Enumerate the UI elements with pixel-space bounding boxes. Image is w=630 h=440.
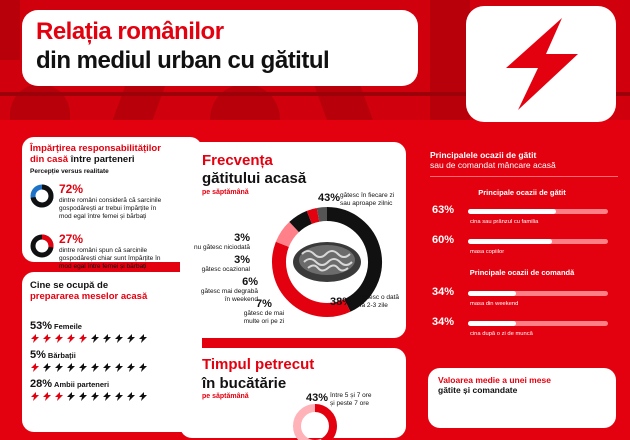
who-cooks-title [30, 280, 194, 302]
bolt-logo-icon [466, 6, 616, 122]
frequency-segment [294, 217, 309, 227]
frequency-text: gătesc o dată [360, 294, 400, 301]
hero-deco-shape [10, 84, 70, 120]
donut-chart-icon [30, 234, 54, 258]
stat-row [30, 233, 194, 271]
who-cooks-card [22, 272, 202, 432]
time-text: între 5 și 7 ore [330, 392, 372, 399]
frequency-segment [309, 215, 318, 218]
frequency-text-block [360, 294, 405, 309]
occasion-bar-fill [468, 239, 552, 244]
who-cooks-percent: 53% [30, 320, 53, 332]
time-title-line1: Timpul petrecut [202, 356, 315, 373]
occasion-note: masa copiilor [470, 249, 505, 255]
frequency-percent: 7% [256, 298, 272, 310]
bolt-icon [54, 363, 64, 372]
occasion-bar-track [468, 239, 608, 244]
who-cooks-label [30, 349, 194, 361]
bolt-icon [78, 334, 88, 343]
time-card [180, 348, 406, 438]
frequency-text: la 2-3 zile [360, 301, 388, 309]
who-cooks-percent: 5% [30, 349, 46, 361]
frequency-text: gătesc mai degrabă [200, 288, 258, 295]
responsibility-title-line1: Împărțirea responsabilităților [30, 143, 161, 154]
meal-value-title-line1: Valoarea medie a unei mese [438, 375, 551, 385]
bolt-icon [30, 392, 40, 401]
occasion-bar-track [468, 291, 608, 296]
meal-value-card [428, 368, 616, 428]
frequency-percent: 38% [330, 296, 353, 308]
frequency-text: sau aproape zilnic [340, 199, 393, 207]
occasions-title-line2: sau de comandat mâncare acasă [430, 160, 556, 170]
responsibility-card [22, 137, 202, 270]
occasion-percent: 34% [432, 316, 455, 328]
occasion-percent: 60% [432, 234, 455, 246]
occasion-bar-fill [468, 291, 516, 296]
stat-percent: 27% [59, 232, 84, 246]
bolt-icon [30, 363, 40, 372]
frequency-card [180, 142, 406, 338]
frequency-segment [318, 214, 327, 215]
meal-value-title [438, 375, 606, 395]
bolt-icon [42, 334, 52, 343]
stat-text-block [59, 233, 161, 271]
occasions-title-line1: Principalele ocazii de gătit [430, 150, 537, 160]
time-percent: 43% [306, 392, 329, 404]
bolt-icon [78, 392, 88, 401]
title-card [22, 10, 418, 86]
stat-percent: 72% [59, 182, 84, 196]
bolt-icon [102, 392, 112, 401]
bolt-icon [102, 334, 112, 343]
bolt-icon [114, 363, 124, 372]
bolt-icon [30, 334, 40, 343]
bolt-icon [138, 392, 148, 401]
meal-value-title-line2: gătite și comandate [438, 385, 518, 395]
stat-text [59, 197, 161, 221]
occasion-bar-track [468, 209, 608, 214]
stat-text-line: gospodărești chiar sunt împărțite în [59, 255, 161, 262]
responsibility-subtitle: Percepție versus realitate [30, 168, 109, 175]
donut-chart-icon [30, 184, 54, 208]
hero-deco-shape [0, 0, 20, 60]
bolt-icon [54, 334, 64, 343]
bolt-icon [90, 334, 100, 343]
frequency-label [188, 276, 258, 303]
bolt-icon [126, 334, 136, 343]
occasions-divider [430, 176, 618, 177]
frequency-percent: 3% [234, 254, 250, 266]
frequency-percent: 6% [242, 276, 258, 288]
who-cooks-percent: 28% [30, 378, 53, 390]
who-cooks-name: Ambii parteneri [54, 380, 110, 389]
frequency-subtitle: pe săptămână [202, 189, 249, 196]
bolt-rating-row [30, 363, 194, 372]
bolt-icon [90, 392, 100, 401]
occasion-percent: 63% [432, 204, 455, 216]
who-cooks-row [30, 378, 194, 401]
stat-text-block [59, 183, 161, 221]
occasion-bar-fill [468, 321, 516, 326]
frequency-segment [282, 227, 294, 244]
bolt-icon [126, 363, 136, 372]
stat-text [59, 247, 161, 271]
frequency-label [184, 232, 250, 252]
bolt-icon [54, 392, 64, 401]
occasion-bar-fill [468, 209, 556, 214]
stat-row [30, 183, 194, 221]
bolt-rating-row [30, 392, 194, 401]
frequency-text: multe ori pe zi [243, 317, 285, 325]
stat-text-line: dintre români spun că sarcinile [59, 247, 148, 254]
responsibility-title-rest: între parteneri [68, 154, 135, 165]
bolt-icon [126, 392, 136, 401]
stat-text-line: dintre români consideră că sarcinile [59, 197, 162, 204]
frequency-donut-chart [252, 199, 402, 352]
bolt-icon [138, 334, 148, 343]
bolt-icon [66, 392, 76, 401]
who-cooks-label [30, 320, 194, 332]
frequency-label [188, 254, 250, 274]
frequency-title-line2: gătitului acasă [202, 170, 307, 187]
who-cooks-name: Femeile [54, 322, 82, 331]
page-title-line1: Relația românilor [36, 18, 224, 45]
occasion-note: cina după o zi de muncă [470, 331, 533, 337]
time-title-line2: în bucătărie [202, 375, 287, 392]
frequency-text: nu gătesc niciodată [193, 244, 250, 251]
who-cooks-name: Bărbații [47, 351, 76, 360]
bolt-rating-row [30, 334, 194, 343]
bolt-icon [114, 334, 124, 343]
occasion-note: masa din weekend [470, 301, 519, 307]
hero-deco-shape [210, 84, 280, 120]
responsibility-title-red: din casă [30, 154, 69, 165]
who-cooks-row [30, 320, 194, 343]
frequency-text: gătesc în fiecare zi [340, 192, 395, 199]
hero-deco-shape [313, 82, 373, 120]
frequency-text: în weekend [224, 295, 258, 303]
stat-text-line: gospodărești ar trebui împărțite în [59, 205, 157, 212]
bolt-icon [138, 363, 148, 372]
frequency-percent: 43% [318, 192, 341, 204]
order-occasions-title: Principale ocazii de comandă [469, 268, 575, 277]
frequency-text: gătesc de mai [243, 310, 285, 317]
bolt-icon [42, 392, 52, 401]
stat-text-line: mod egal între femei și bărbați [59, 213, 147, 220]
who-cooks-row [30, 349, 194, 372]
bolt-icon [114, 392, 124, 401]
who-cooks-title-line1: Cine se ocupă de [30, 280, 109, 291]
frequency-title-line1: Frecvența [202, 152, 273, 169]
hero-deco-shape [113, 80, 168, 120]
bolt-icon [66, 334, 76, 343]
frequency-label [318, 192, 400, 207]
occasions-header [430, 150, 618, 170]
who-cooks-title-line2: prepararea meselor acasă [30, 291, 148, 302]
responsibility-title [30, 143, 194, 165]
bolt-icon [78, 363, 88, 372]
bolt-icon [42, 363, 52, 372]
time-label [306, 392, 402, 407]
cook-occasions-title: Principale ocazii de gătit [478, 188, 566, 197]
bolt-icon [102, 363, 112, 372]
bolt-icon [66, 363, 76, 372]
occasion-percent: 34% [432, 286, 455, 298]
hero-deco-shape [430, 0, 470, 120]
who-cooks-label [30, 378, 194, 390]
stat-text-line: mod egal între femei și bărbați [59, 263, 147, 270]
frequency-text: gătesc ocazional [201, 266, 250, 273]
occasion-bar-track [468, 321, 608, 326]
bolt-icon [90, 363, 100, 372]
time-subtitle: pe săptămână [202, 393, 249, 400]
page-title-line2: din mediul urban cu gătitul [36, 47, 330, 74]
occasion-note: cina sau prânzul cu familia [470, 219, 539, 225]
time-text: și peste 7 ore [330, 399, 370, 407]
frequency-percent: 3% [234, 232, 250, 244]
